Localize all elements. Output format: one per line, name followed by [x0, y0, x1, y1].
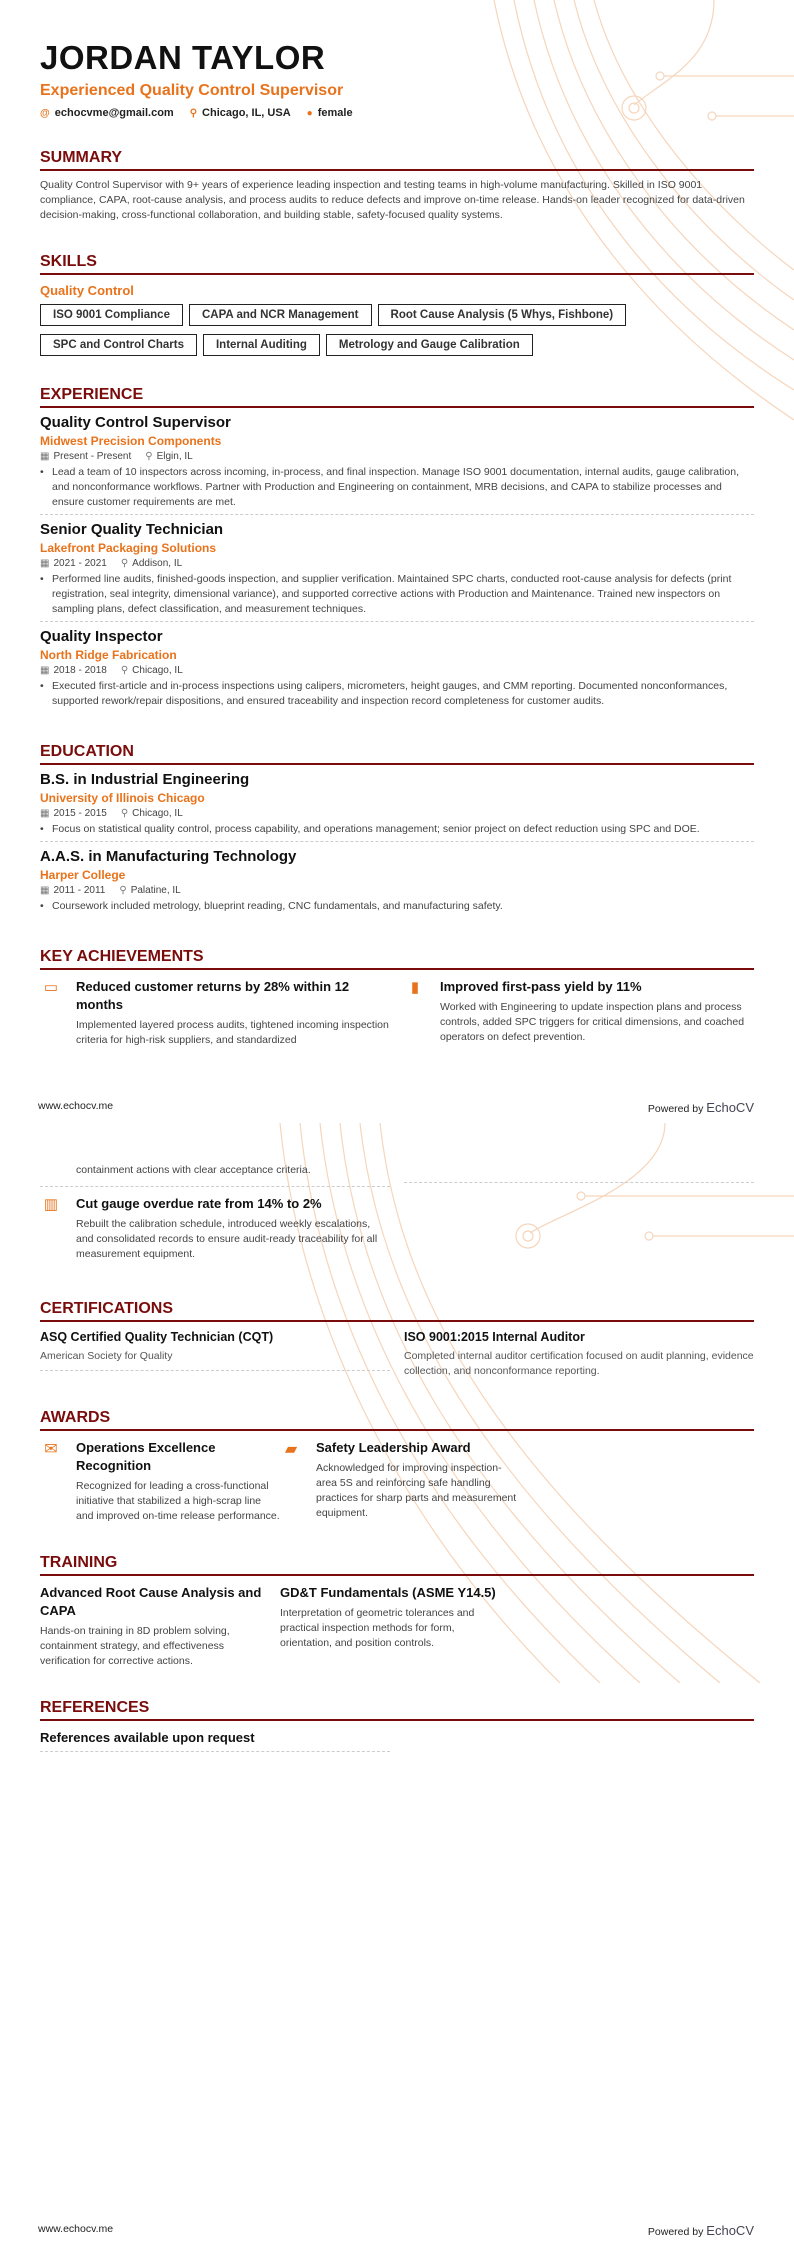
- skill-chip: CAPA and NCR Management: [189, 304, 372, 326]
- dates: 2021 - 2021: [53, 558, 107, 569]
- location: Chicago, IL: [132, 665, 183, 676]
- brand-logo[interactable]: EchoCV: [706, 2223, 754, 2238]
- degree: B.S. in Industrial Engineering: [40, 771, 250, 788]
- powered-by: Powered by: [647, 1103, 704, 1115]
- location-icon: ⚲: [120, 558, 129, 569]
- summary-section: [40, 149, 754, 223]
- location-icon: ⚲: [189, 108, 198, 119]
- job-title: Quality Inspector: [40, 628, 163, 645]
- experience-item: [40, 408, 754, 515]
- calendar-icon: ▦: [40, 558, 50, 569]
- achievement-desc: Implemented layered process audits, tightened incoming inspection criteria for high-risk suppliers, and standardized: [76, 1019, 389, 1046]
- brand-logo[interactable]: EchoCV: [706, 1100, 754, 1115]
- award-desc: Acknowledged for improving inspection-area 5S and reinforcing safe handling practices for sharp parts and measurement equipment.: [316, 1462, 517, 1519]
- certification-item: [40, 1330, 390, 1371]
- calendar-icon: ▦: [40, 808, 50, 819]
- achievement-title: Improved first-pass yield by 11%: [440, 979, 642, 994]
- skill-chip: Metrology and Gauge Calibration: [326, 334, 533, 356]
- candidate-name: JORDAN TAYLOR: [40, 39, 326, 76]
- certification-item: [404, 1330, 754, 1379]
- skill-chip: SPC and Control Charts: [40, 334, 197, 356]
- skill-chip: Internal Auditing: [203, 334, 320, 356]
- award-item: [40, 1439, 280, 1524]
- training-title: GD&T Fundamentals (ASME Y14.5): [280, 1585, 496, 1600]
- achievement-continuation: [40, 1163, 390, 1187]
- company: North Ridge Fabrication: [40, 648, 177, 662]
- job-title: Senior Quality Technician: [40, 521, 224, 538]
- section-heading: EXPERIENCE: [40, 386, 754, 408]
- certification-desc: Completed internal auditor certification focused on audit planning, evidence collection, and nonconformance reporting.: [404, 1350, 754, 1377]
- dates: 2011 - 2011: [53, 885, 106, 896]
- training-title: Advanced Root Cause Analysis and CAPA: [40, 1585, 262, 1618]
- training-item: [40, 1584, 266, 1669]
- description: • Coursework included metrology, blueprint reading, CNC fundamentals, and manufacturing safety.: [40, 899, 754, 914]
- award-desc: Recognized for leading a cross-functional initiative that stabilized a high-scrap line and improved on-time release performance.: [76, 1480, 280, 1522]
- location: Palatine, IL: [130, 885, 181, 896]
- achievement-title: Cut gauge overdue rate from 14% to 2%: [76, 1196, 322, 1211]
- certifications-section: [40, 1300, 754, 1379]
- page-footer: [38, 2223, 754, 2238]
- person-icon: ●: [306, 108, 313, 119]
- chart-icon: ▥: [43, 1196, 59, 1213]
- calendar-icon: ▭: [43, 979, 59, 996]
- skill-group-title: Quality Control: [40, 283, 134, 298]
- training-desc: Interpretation of geometric tolerances and practical inspection methods for form, orientation, and position controls.: [280, 1607, 475, 1649]
- description: • Performed line audits, finished-goods inspection, and supplier verification. Maintained SPC charts, conducted root-cause analysis for defects (print registration, seal integrity, dimensional variance), and supported corrective actions with Production and Maintenance. Trained new inspectors on sampling plans, defect classification, and measurement techniques.: [40, 572, 754, 617]
- training-item: [280, 1584, 506, 1669]
- page-2: [0, 1123, 794, 2246]
- references-section: [40, 1699, 754, 1752]
- location: Chicago, IL: [132, 808, 183, 819]
- achievement-item: [40, 970, 390, 1056]
- location: Addison, IL: [132, 558, 183, 569]
- description: • Executed first-article and in-process inspections using calipers, micrometers, height gauges, and CMM reporting. Documented nonconformances, supported rework/repair dispositions, and ensured traceability and inspection record completeness for customer audits.: [40, 679, 754, 709]
- calendar-icon: ▦: [40, 665, 50, 676]
- candidate-title: Experienced Quality Control Supervisor: [40, 82, 344, 99]
- achievement-desc: Worked with Engineering to update inspection plans and process controls, added SPC triggers for critical dimensions, and coached operators on defect prevention.: [440, 1001, 745, 1043]
- section-heading: TRAINING: [40, 1554, 754, 1576]
- achievement-item: [404, 970, 754, 1056]
- summary-text: Quality Control Supervisor with 9+ years of experience leading inspection and testing teams in high-volume manufacturing. Skilled in ISO 9001 compliance, CAPA, root-cause analysis, and process audits to reduce defects and improve on-time release. Hands-on leader recognized for data-driven decision-making, cross-functional collaboration, and building stable, safety-focused quality systems.: [40, 179, 745, 221]
- experience-item: [40, 622, 754, 713]
- skills-section: [40, 253, 754, 356]
- experience-item: [40, 515, 754, 622]
- location: Chicago, IL, USA: [202, 107, 291, 119]
- description: • Lead a team of 10 inspectors across incoming, in-process, and final inspection. Manage ISO 9001 documentation, internal audits, gauge calibration, and nonconformance workflows. Partner with Production and Engineering on containment, MRB decisions, and CAPA to stabilize processes and ensure customer requirements are met.: [40, 465, 754, 510]
- awards-section: [40, 1409, 754, 1524]
- certification-desc: American Society for Quality: [40, 1350, 173, 1362]
- document-icon: ▰: [284, 1441, 298, 1458]
- section-heading: SUMMARY: [40, 149, 754, 171]
- dates: 2018 - 2018: [53, 665, 107, 676]
- section-heading: KEY ACHIEVEMENTS: [40, 948, 754, 970]
- achievement-title: Reduced customer returns by 28% within 12 months: [76, 979, 350, 1012]
- achievement-desc: containment actions with clear acceptance criteria.: [76, 1164, 311, 1176]
- achievements-section: [40, 948, 754, 1056]
- section-heading: SKILLS: [40, 253, 754, 275]
- training-section: [40, 1554, 754, 1669]
- company: Lakefront Packaging Solutions: [40, 541, 217, 555]
- award-title: Safety Leadership Award: [316, 1440, 471, 1455]
- references-text: References available upon request: [40, 1721, 390, 1752]
- envelope-icon: ✉: [44, 1441, 58, 1458]
- achievement-item: [40, 1187, 390, 1270]
- dates: Present - Present: [53, 451, 132, 462]
- location: Elgin, IL: [156, 451, 193, 462]
- education-section: [40, 743, 754, 918]
- gender: female: [317, 107, 353, 119]
- divider: [404, 1163, 754, 1183]
- email[interactable]: echocvme@gmail.com: [54, 107, 174, 119]
- education-item: [40, 765, 754, 842]
- certification-title: ISO 9001:2015 Internal Auditor: [404, 1330, 585, 1344]
- section-heading: CERTIFICATIONS: [40, 1300, 754, 1322]
- chat-bubble-icon: ▮: [410, 979, 420, 996]
- company: Midwest Precision Components: [40, 434, 222, 448]
- experience-section: [40, 386, 754, 713]
- calendar-icon: ▦: [40, 885, 50, 896]
- degree: A.A.S. in Manufacturing Technology: [40, 848, 297, 865]
- dates: 2015 - 2015: [53, 808, 107, 819]
- page-footer: [38, 1100, 754, 1115]
- school: Harper College: [40, 868, 126, 882]
- calendar-icon: ▦: [40, 451, 50, 462]
- website-link[interactable]: www.echocv.me: [38, 1100, 114, 1112]
- training-desc: Hands-on training in 8D problem solving, containment strategy, and effectiveness verification for corrective actions.: [40, 1625, 230, 1667]
- achievement-desc: Rebuilt the calibration schedule, introduced weekly escalations, and consolidated records to ensure audit-ready traceability for all measurement equipment.: [76, 1218, 378, 1260]
- job-title: Quality Control Supervisor: [40, 414, 231, 431]
- section-heading: REFERENCES: [40, 1699, 754, 1721]
- contact-info: [40, 107, 754, 119]
- school: University of Illinois Chicago: [40, 791, 205, 805]
- email-icon: @: [40, 108, 50, 119]
- section-heading: EDUCATION: [40, 743, 754, 765]
- education-item: [40, 842, 754, 918]
- skill-chip: Root Cause Analysis (5 Whys, Fishbone): [378, 304, 627, 326]
- website-link[interactable]: www.echocv.me: [38, 2223, 114, 2235]
- powered-by: Powered by: [647, 2226, 704, 2238]
- description: • Focus on statistical quality control, process capability, and operations management; senior project on defect reduction using SPC and DOE.: [40, 822, 754, 837]
- section-heading: AWARDS: [40, 1409, 754, 1431]
- location-icon: ⚲: [145, 451, 153, 462]
- location-icon: ⚲: [120, 808, 129, 819]
- location-icon: ⚲: [119, 885, 127, 896]
- award-title: Operations Excellence Recognition: [76, 1440, 216, 1473]
- certification-title: ASQ Certified Quality Technician (CQT): [40, 1330, 274, 1344]
- location-icon: ⚲: [120, 665, 129, 676]
- award-item: [280, 1439, 520, 1524]
- skill-chip: ISO 9001 Compliance: [40, 304, 183, 326]
